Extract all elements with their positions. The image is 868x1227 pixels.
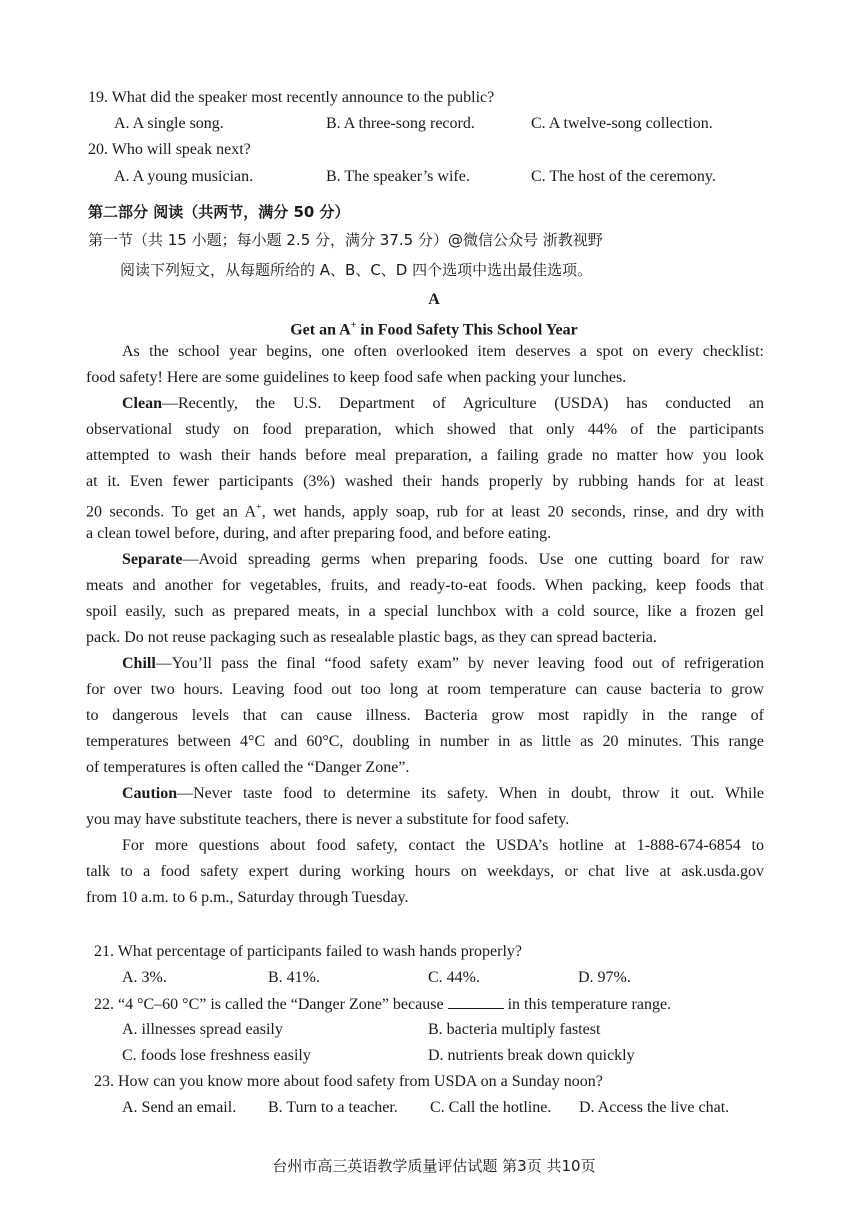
question-23-stem: 23. How can you know more about food safety from USDA on a Sunday noon? — [94, 1073, 603, 1090]
question-19-stem: 19. What did the speaker most recently announce to the public? — [88, 89, 495, 106]
clean-paragraph-line-6: a clean towel before, during, and after preparing food, and before eating. — [86, 525, 552, 542]
question-22-stem: 22. “4 °C–60 °C” is called the “Danger Zone” because in this temperature range. — [94, 996, 672, 1013]
separate-paragraph-line-3: spoil easily, such as prepared meats, in a special lunchbox with a cold source, like a frozen gel — [86, 603, 764, 620]
caution-heading: Caution — [122, 785, 178, 802]
separate-heading: Separate — [122, 551, 183, 568]
clean-paragraph-line-2: observational study on food preparation, which showed that only 44% of the participants — [86, 421, 764, 438]
reading-instruction: 阅读下列短文，从每题所给的 A、B、C、D 四个选项中选出最佳选项。 — [120, 261, 593, 279]
question-19-option-a: A. A single song. — [114, 115, 224, 132]
page-footer: 台州市高三英语教学质量评估试题 第3页 共10页 — [272, 1157, 596, 1175]
question-19-option-c: C. A twelve-song collection. — [531, 115, 713, 132]
passage-letter: A — [428, 291, 440, 308]
separate-paragraph-line-2: meats and another for vegetables, fruits, and ready-to-eat foods. When packing, keep foods that — [86, 577, 764, 594]
contact-paragraph-line-1: For more questions about food safety, contact the USDA’s hotline at 1-888-674-6854 to — [122, 837, 764, 854]
intro-line-2: food safety! Here are some guidelines to keep food safe when packing your lunches. — [86, 369, 627, 386]
passage-title: Get an A+ in Food Safety This School Year — [290, 320, 578, 339]
separate-paragraph-line-1: Separate—Avoid spreading germs when preparing foods. Use one cutting board for raw — [122, 551, 764, 568]
question-23-option-d: D. Access the live chat. — [579, 1099, 730, 1116]
clean-paragraph-line-4: at it. Even fewer participants (3%) washed their hands properly by rubbing hands for at least — [86, 473, 764, 490]
contact-paragraph-line-3: from 10 a.m. to 6 p.m., Saturday through Tuesday. — [86, 889, 409, 906]
answer-blank — [448, 994, 504, 1009]
question-20-stem: 20. Who will speak next? — [88, 141, 251, 158]
question-21-stem: 21. What percentage of participants failed to wash hands properly? — [94, 943, 522, 960]
question-22-option-b: B. bacteria multiply fastest — [428, 1021, 601, 1038]
question-20-option-a: A. A young musician. — [114, 168, 254, 185]
question-19-option-b: B. A three-song record. — [326, 115, 475, 132]
caution-paragraph-line-1: Caution—Never taste food to determine its safety. When in doubt, throw it out. While — [122, 785, 764, 802]
question-23-option-a: A. Send an email. — [122, 1099, 237, 1116]
question-23-option-b: B. Turn to a teacher. — [268, 1099, 398, 1116]
question-22-option-c: C. foods lose freshness easily — [122, 1047, 311, 1064]
question-23-option-c: C. Call the hotline. — [430, 1099, 552, 1116]
question-21-option-d: D. 97%. — [578, 969, 631, 986]
clean-paragraph-line-3: attempted to wash their hands before meal preparation, a failing grade no matter how you look — [86, 447, 764, 464]
clean-paragraph-line-5: 20 seconds. To get an A+, wet hands, apply soap, rub for at least 20 seconds, rinse, and dry with — [86, 502, 765, 521]
chill-paragraph-line-4: temperatures between 4°C and 60°C, doubling in number in as little as 20 minutes. This range — [86, 733, 764, 750]
question-20-option-b: B. The speaker’s wife. — [326, 168, 470, 185]
question-21-option-a: A. 3%. — [122, 969, 167, 986]
question-22-option-a: A. illnesses spread easily — [122, 1021, 283, 1038]
question-20-option-c: C. The host of the ceremony. — [531, 168, 716, 185]
contact-paragraph-line-2: talk to a food safety expert during working hours on weekdays, or chat live at ask.usda.gov — [86, 863, 764, 880]
caution-paragraph-line-2: you may have substitute teachers, there is never a substitute for food safety. — [86, 811, 570, 828]
chill-paragraph-line-5: of temperatures is often called the “Danger Zone”. — [86, 759, 410, 776]
chill-paragraph-line-3: to dangerous levels that can cause illness. Bacteria grow most rapidly in the range of — [86, 707, 764, 724]
question-21-option-c: C. 44%. — [428, 969, 480, 986]
chill-paragraph-line-1: Chill—You’ll pass the final “food safety exam” by never leaving food out of refrigeration — [122, 655, 764, 672]
chill-paragraph-line-2: for over two hours. Leaving food out too long at room temperature can cause bacteria to grow — [86, 681, 764, 698]
part-two-heading: 第二部分 阅读（共两节，满分 50 分） — [88, 203, 350, 221]
intro-line-1: As the school year begins, one often overlooked item deserves a spot on every checklist: — [122, 343, 764, 360]
question-21-option-b: B. 41%. — [268, 969, 320, 986]
clean-heading: Clean — [122, 395, 162, 412]
question-22-option-d: D. nutrients break down quickly — [428, 1047, 635, 1064]
clean-paragraph-line-1: Clean—Recently, the U.S. Department of Agriculture (USDA) has conducted an — [122, 395, 764, 412]
section-one-heading: 第一节（共 15 小题；每小题 2.5 分，满分 37.5 分）@微信公众号 浙教视野 — [88, 231, 603, 249]
chill-heading: Chill — [122, 655, 156, 672]
separate-paragraph-line-4: pack. Do not reuse packaging such as resealable plastic bags, as they can spread bacteria. — [86, 629, 657, 646]
